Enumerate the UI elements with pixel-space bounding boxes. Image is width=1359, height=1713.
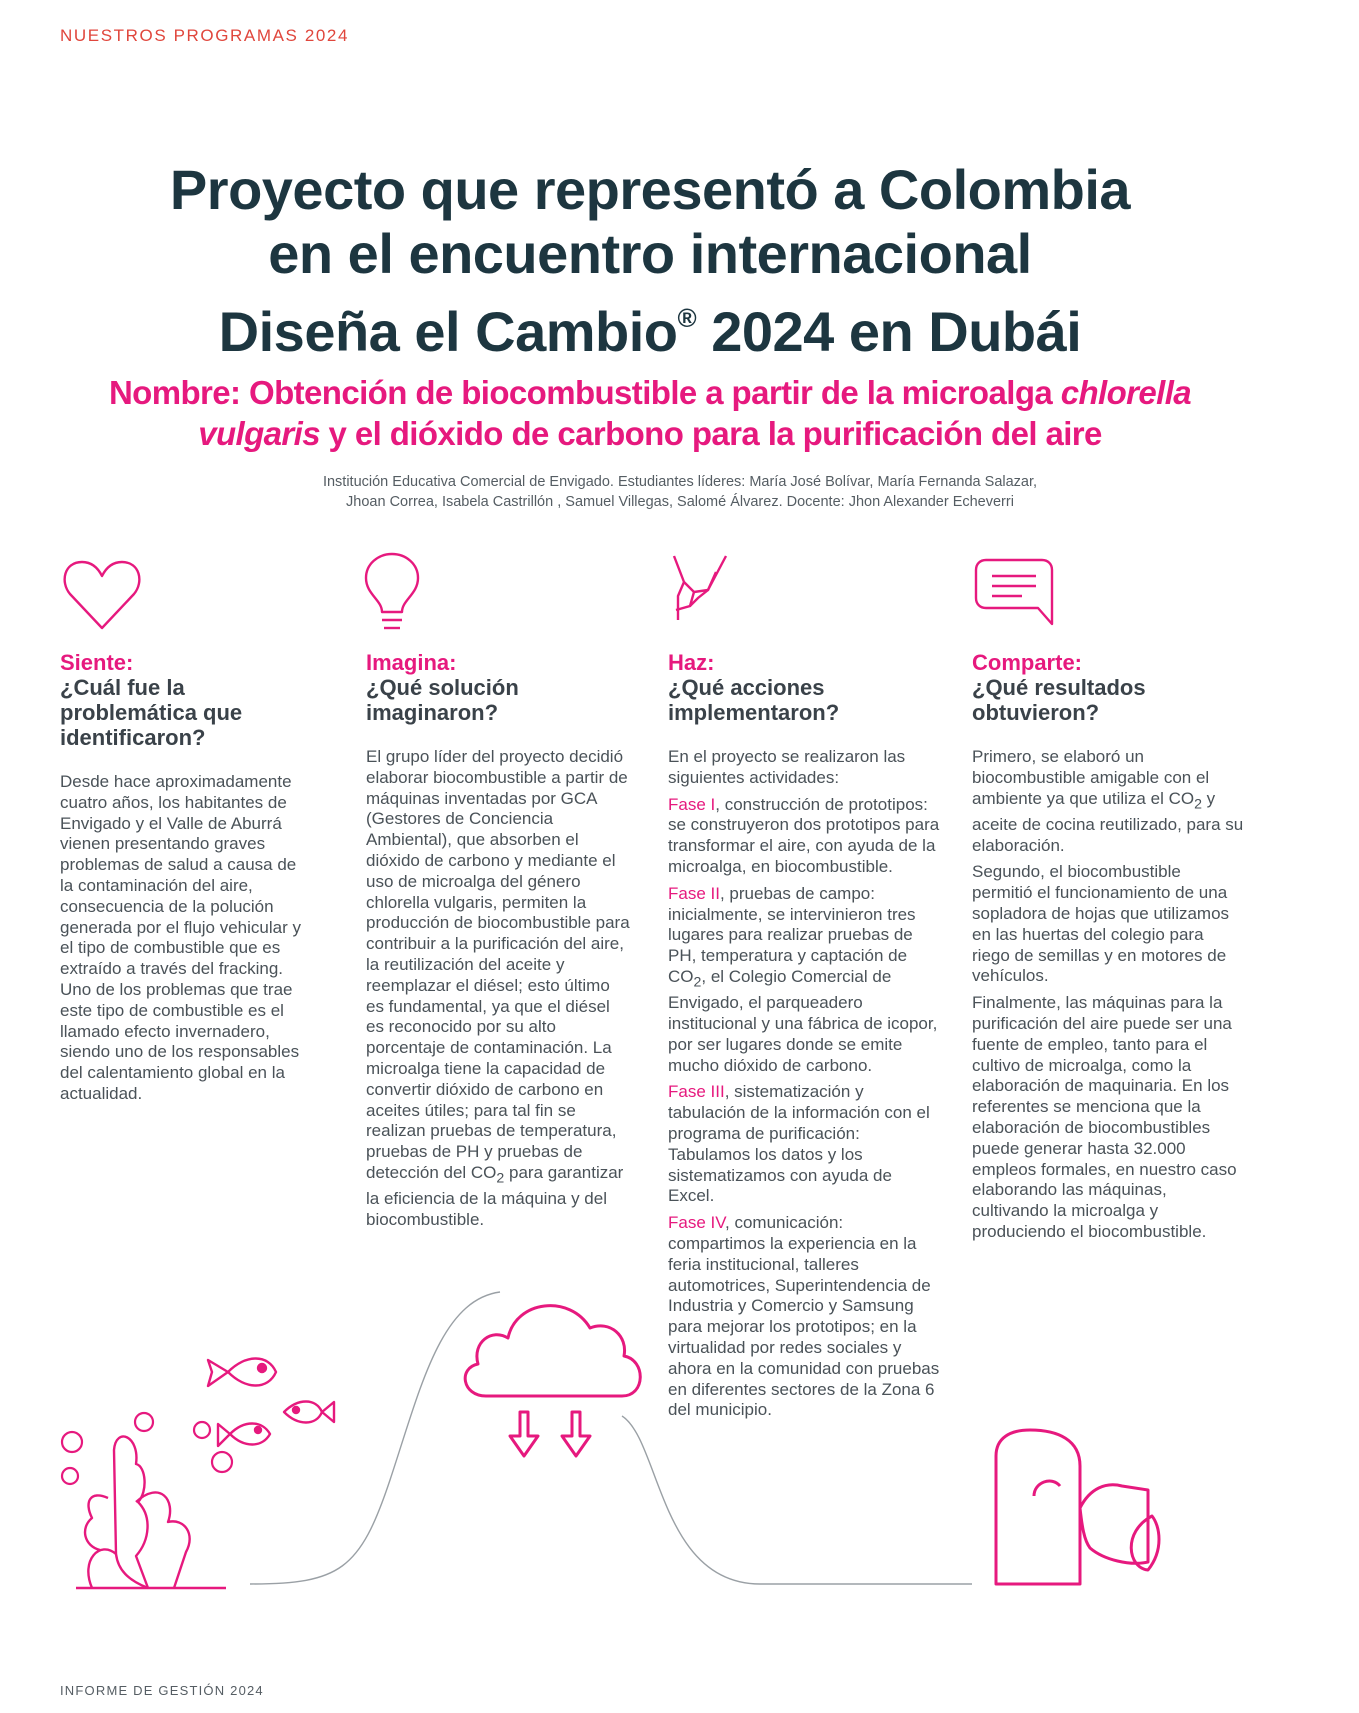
title-line-1: Proyecto que representó a Colombia xyxy=(169,158,1131,221)
imagina-text-1: El grupo líder del proyecto decidió elaborar biocombustible a partir de máquinas inventadas por GCA (Gestores de Conciencia Ambiental), que absorben el dióxido de carbono y mediante el uso de microalga del género chlorella vulgaris, permiten la producción de biocombustible para contribuir a la purificación del aire, la reutilización del aceite y reemplazar el diésel; esto último es fundamental, ya que el diésel es reconocido por su alto porcentaje de contaminación. La microalga tiene la capacidad de convertir dióxido de carbono en aceites útiles; para tal fin se realizan pruebas de temperatura, pruebas de PH y pruebas de detección del CO xyxy=(366,747,630,1182)
registered-mark: ® xyxy=(677,303,697,333)
fish-icon xyxy=(208,1359,334,1447)
title-line-3-post: 2024 en Dubái xyxy=(696,300,1082,363)
comparte-paragraph-1 xyxy=(972,747,1244,856)
phase-2-label: Fase II xyxy=(668,883,720,903)
phase-1-text: , construcción de prototipos: se construyeron dos prototipos para transformar el aire, con ayuda de la microalga, en biocombustible. xyxy=(668,794,940,876)
phase-2-subscript: 2 xyxy=(693,974,702,991)
imagina-label: Imagina: xyxy=(366,650,457,675)
project-name xyxy=(90,372,1210,454)
phase-3-text: , sistematización y tabulación de la información con el programa de purificación: Tabulamos los datos y los sistematizamos con ayuda de Excel. xyxy=(668,1082,930,1206)
imagina-text-2: para garantizar la eficiencia de la máquina y del biocombustible. xyxy=(366,1162,624,1229)
column-siente xyxy=(60,650,330,1111)
project-name-part-1: Nombre: Obtención de biocombustible a partir de la microalga xyxy=(108,374,1061,411)
heart-icon xyxy=(60,556,144,632)
phase-2 xyxy=(668,884,940,1077)
phase-2-text-1: , pruebas de campo: inicialmente, se intervinieron tres lugares para realizar pruebas de PH, temperatura y captación de CO xyxy=(668,883,916,986)
title-line-2: en el encuentro internacional xyxy=(268,222,1032,285)
lightbulb-icon xyxy=(362,550,422,636)
speech-bubble-icon xyxy=(972,556,1056,628)
page-title xyxy=(100,158,1200,364)
imagina-body xyxy=(366,747,631,1231)
comparte-label: Comparte: xyxy=(972,650,1083,675)
siente-question: ¿Cuál fue la problemática que identificaron? xyxy=(60,675,243,750)
phase-4-label: Fase IV xyxy=(668,1213,726,1233)
comparte-p1-subscript: 2 xyxy=(1194,795,1202,812)
siente-paragraph: Desde hace aproximadamente cuatro años, los habitantes de Envigado y el Valle de Aburrá vienen presentando graves problemas de salud a causa de la contaminación del aire, consecuencia de la polución generada por el flujo vehicular y el tipo de combustible que es extraído a través del fracking. Uno de los problemas que trae este tipo de combustible es el llamado efecto invernadero, siendo uno de los responsables del calentamiento global en la actualidad. xyxy=(60,772,301,1103)
connector-line xyxy=(250,1292,972,1584)
footer-label: INFORME DE GESTIÓN 2024 xyxy=(60,1683,264,1698)
column-comparte xyxy=(972,650,1242,1249)
credits xyxy=(150,472,1210,512)
section-label: NUESTROS PROGRAMAS 2024 xyxy=(60,26,350,45)
comparte-paragraph-2: Segundo, el biocombustible permitió el funcionamiento de una sopladora de hojas que utilizamos en las huertas del colegio para riego de semillas y en motores de vehículos. xyxy=(972,862,1230,986)
title-line-3-pre: Diseña el Cambio xyxy=(218,300,678,363)
phase-2-text-2: , el Colegio Comercial de Envigado, el parqueadero institucional y una fábrica de icopor, por ser lugares donde se emite mucho dióxido de carbono. xyxy=(668,966,938,1075)
phase-1 xyxy=(668,795,940,878)
comparte-body xyxy=(972,747,1244,1243)
siente-body xyxy=(60,772,310,1105)
comparte-question: ¿Qué resultados obtuvieron? xyxy=(972,675,1146,725)
column-imagina xyxy=(366,650,636,1237)
haz-label: Haz: xyxy=(668,650,715,675)
comparte-p1-text-1: Primero, se elaboró un biocombustible amigable con el ambiente ya que utiliza el CO xyxy=(972,747,1210,808)
species-name: chlorella vulgaris xyxy=(198,374,1192,452)
credits-line-1: Institución Educativa Comercial de Envigado. Estudiantes líderes: María José Bolívar, María Fernanda Salazar, xyxy=(322,474,1038,490)
bottom-illustration xyxy=(0,1270,1359,1610)
credits-line-2: Jhoan Correa, Isabela Castrillón , Samuel Villegas, Salomé Álvarez. Docente: Jhon Alexander Echeverri xyxy=(346,494,1014,510)
project-name-part-2: y el dióxido de carbono para la purificación del aire xyxy=(319,415,1102,452)
imagina-question: ¿Qué solución imaginaron? xyxy=(366,675,519,725)
coral-icon xyxy=(76,1436,226,1588)
phase-4-text: , comunicación: compartimos la experiencia en la feria institucional, talleres automotrices, Superintendencia de Industria y Comercio y Samsung para mejorar los prototipos; en la virtualidad por redes sociales y ahora en la comunidad con pruebas en diferentes sectores de la Zona 6 del municipio. xyxy=(668,1213,940,1420)
phase-1-label: Fase I xyxy=(668,794,716,814)
gas-can-leaf-icon xyxy=(996,1430,1159,1584)
phase-3 xyxy=(668,1082,940,1207)
imagina-subscript: 2 xyxy=(496,1170,505,1187)
siente-label: Siente: xyxy=(60,650,134,675)
comparte-p1-text-2: y aceite de cocina reutilizado, para su elaboración. xyxy=(972,788,1244,855)
imagina-paragraph xyxy=(366,747,631,1231)
hand-icon xyxy=(668,552,730,624)
haz-intro: En el proyecto se realizaron las siguientes actividades: xyxy=(668,747,906,787)
bubble-icons xyxy=(62,1413,232,1484)
cloud-download-icon xyxy=(465,1306,640,1456)
haz-question: ¿Qué acciones implementaron? xyxy=(668,675,840,725)
phase-3-label: Fase III xyxy=(668,1082,725,1102)
comparte-paragraph-3: Finalmente, las máquinas para la purificación del aire puede ser una fuente de empleo, tanto para el cultivo de microalga, como la elaboración de maquinaria. En los referentes se menciona que la elaboración de biocombustibles puede generar hasta 32.000 empleos formales, en nuestro caso elaborando las máquinas, cultivando la microalga y produciendo el biocombustible. xyxy=(972,993,1237,1241)
